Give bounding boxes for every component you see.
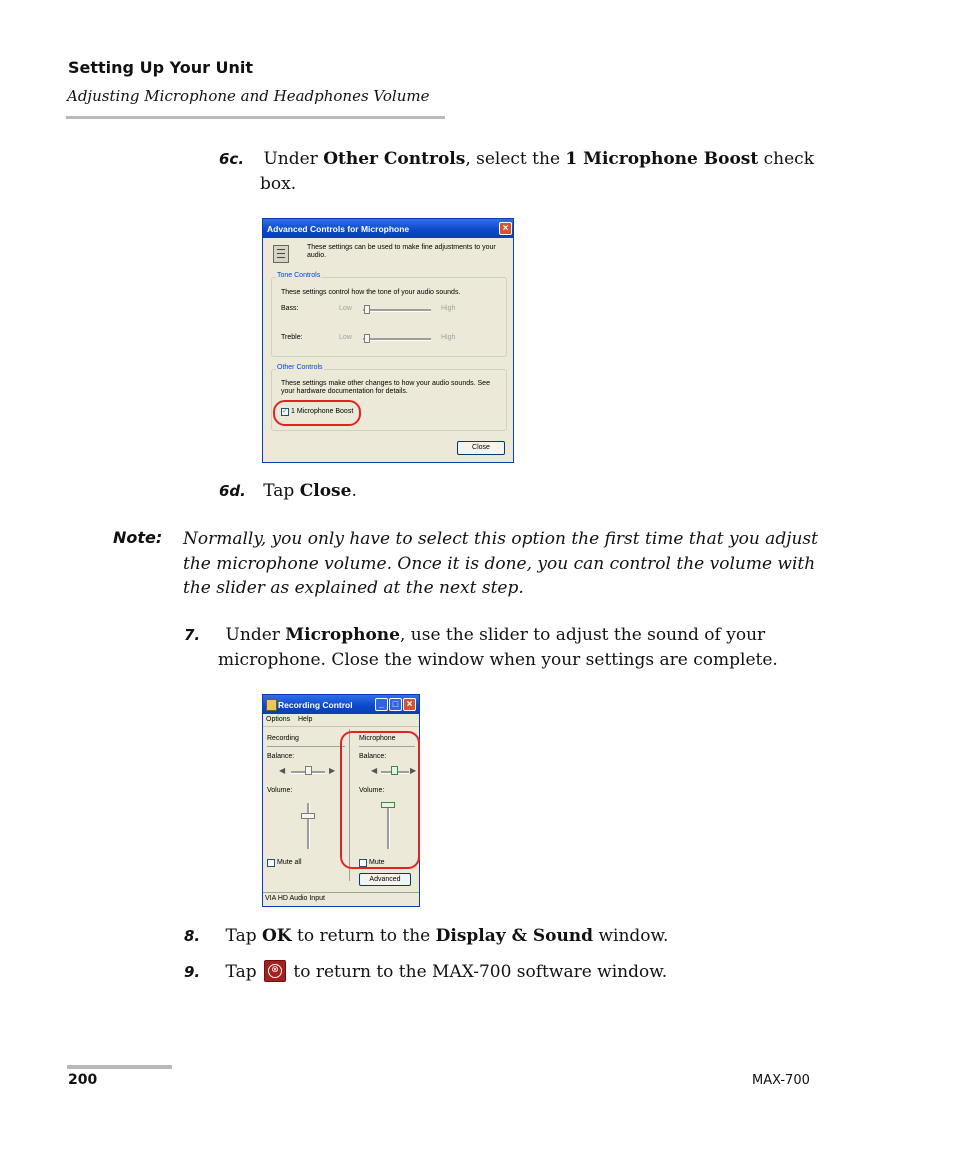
window-title: Recording Control bbox=[278, 700, 353, 710]
close-icon[interactable]: × bbox=[499, 222, 512, 235]
dialog-titlebar bbox=[263, 219, 513, 238]
microphone-boost-label: 1 Microphone Boost bbox=[291, 408, 354, 415]
high-label: High bbox=[441, 305, 456, 312]
step-bold: Other Controls bbox=[323, 149, 466, 169]
speaker-left-icon: ◀ bbox=[371, 766, 378, 775]
menu-help[interactable]: Help bbox=[298, 716, 313, 723]
app-icon bbox=[266, 699, 277, 711]
group-desc: These settings control how the tone of your audio sounds. bbox=[281, 289, 461, 296]
step-text: . bbox=[351, 481, 357, 501]
highlight-ring bbox=[273, 400, 361, 426]
step-number: 6d. bbox=[219, 482, 246, 500]
volume-label: Volume: bbox=[267, 787, 293, 794]
speaker-right-icon: ▶ bbox=[329, 766, 336, 775]
recording-control-window bbox=[262, 694, 420, 907]
balance-slider[interactable] bbox=[305, 766, 312, 775]
speaker-right-icon: ▶ bbox=[410, 766, 417, 775]
step-text: Tap bbox=[225, 926, 262, 946]
step-bold: Display & Sound bbox=[435, 926, 594, 946]
group-label: Other Controls bbox=[277, 364, 323, 371]
minimize-icon[interactable]: _ bbox=[375, 698, 388, 711]
step-text: Under bbox=[225, 625, 286, 645]
step-6c bbox=[219, 147, 814, 172]
panel-rule bbox=[267, 746, 345, 747]
treble-track bbox=[363, 338, 431, 341]
menu-options[interactable]: Options bbox=[266, 716, 291, 723]
step-bold: 1 Microphone Boost bbox=[565, 149, 759, 169]
status-divider bbox=[263, 892, 419, 893]
microphone-label: Microphone bbox=[359, 735, 396, 742]
group-desc: These settings make other changes to how your audio sounds. See bbox=[281, 380, 490, 387]
intro-line: These settings can be used to make fine adjustments to your bbox=[307, 244, 496, 251]
step-9 bbox=[184, 960, 667, 985]
speaker-left-icon: ◀ bbox=[279, 766, 286, 775]
treble-slider[interactable] bbox=[364, 334, 370, 343]
bass-label: Bass: bbox=[281, 305, 299, 312]
microphone-boost-checkbox[interactable]: ✓ bbox=[282, 408, 288, 415]
note-line: the slider as explained at the next step. bbox=[183, 578, 524, 598]
close-circle-icon bbox=[264, 960, 286, 982]
treble-label: Treble: bbox=[281, 334, 303, 341]
step-text: window. bbox=[593, 926, 669, 946]
volume-label: Volume: bbox=[359, 787, 385, 794]
advanced-controls-dialog bbox=[262, 218, 514, 463]
group-desc: your hardware documentation for details. bbox=[281, 388, 408, 395]
settings-icon bbox=[273, 245, 289, 263]
volume-track bbox=[307, 803, 310, 849]
dialog-title: Advanced Controls for Microphone bbox=[267, 224, 410, 234]
header-rule bbox=[66, 116, 445, 119]
volume-slider[interactable] bbox=[301, 813, 315, 819]
step-text: , select the bbox=[465, 149, 566, 169]
note-text bbox=[183, 527, 818, 601]
step-number: 7. bbox=[184, 626, 201, 644]
close-button[interactable]: Close bbox=[457, 441, 505, 455]
window-titlebar bbox=[263, 695, 419, 714]
step-7 bbox=[184, 623, 765, 648]
menu-divider bbox=[263, 726, 419, 727]
high-label: High bbox=[441, 334, 456, 341]
bass-track bbox=[363, 309, 431, 312]
step-bold: Microphone bbox=[285, 625, 400, 645]
intro-line: audio. bbox=[307, 252, 327, 259]
step-bold: Close bbox=[299, 481, 352, 501]
step-7-cont: microphone. Close the window when your settings are complete. bbox=[218, 650, 778, 670]
step-number: 6c. bbox=[219, 150, 245, 168]
section-title: Setting Up Your Unit bbox=[68, 58, 254, 77]
step-text: , use the slider to adjust the sound of your bbox=[399, 625, 766, 645]
footer-rule bbox=[67, 1065, 172, 1069]
low-label: Low bbox=[339, 334, 352, 341]
step-bold: OK bbox=[262, 926, 292, 946]
step-text: Under bbox=[263, 149, 324, 169]
section-subtitle: Adjusting Microphone and Headphones Volume bbox=[67, 87, 430, 105]
step-text: to return to the bbox=[291, 926, 436, 946]
balance-label: Balance: bbox=[267, 753, 295, 760]
maximize-icon[interactable]: □ bbox=[389, 698, 402, 711]
step-text: Tap bbox=[263, 481, 300, 501]
step-text: check bbox=[758, 149, 814, 169]
step-text: to return to the MAX-700 software window. bbox=[288, 962, 668, 982]
balance-label: Balance: bbox=[359, 753, 387, 760]
step-number: 8. bbox=[184, 927, 201, 945]
step-text: Tap bbox=[225, 962, 262, 982]
mute-all-checkbox[interactable] bbox=[267, 859, 275, 867]
product-name: MAX-700 bbox=[752, 1073, 810, 1088]
group-label: Tone Controls bbox=[277, 272, 321, 279]
step-6c-cont: box. bbox=[260, 174, 297, 194]
highlight-ring bbox=[340, 731, 420, 869]
bass-slider[interactable] bbox=[364, 305, 370, 314]
status-bar-text: VIA HD Audio Input bbox=[265, 895, 325, 902]
step-number: 9. bbox=[184, 963, 201, 981]
note-line: the microphone volume. Once it is done, you can control the volume with bbox=[183, 553, 816, 574]
step-8 bbox=[184, 924, 668, 949]
note-line: Normally, you only have to select this option the first time that you adjust bbox=[183, 529, 818, 549]
mute-label: Mute bbox=[369, 859, 385, 866]
close-glyph: ⊗ bbox=[268, 964, 282, 978]
low-label: Low bbox=[339, 305, 352, 312]
recording-label: Recording bbox=[267, 735, 299, 742]
mute-all-label: Mute all bbox=[277, 859, 302, 866]
page-number: 200 bbox=[68, 1072, 98, 1088]
step-6d bbox=[219, 479, 357, 504]
note-label: Note: bbox=[113, 528, 163, 547]
advanced-button[interactable]: Advanced bbox=[359, 873, 411, 886]
close-icon[interactable]: × bbox=[403, 698, 416, 711]
